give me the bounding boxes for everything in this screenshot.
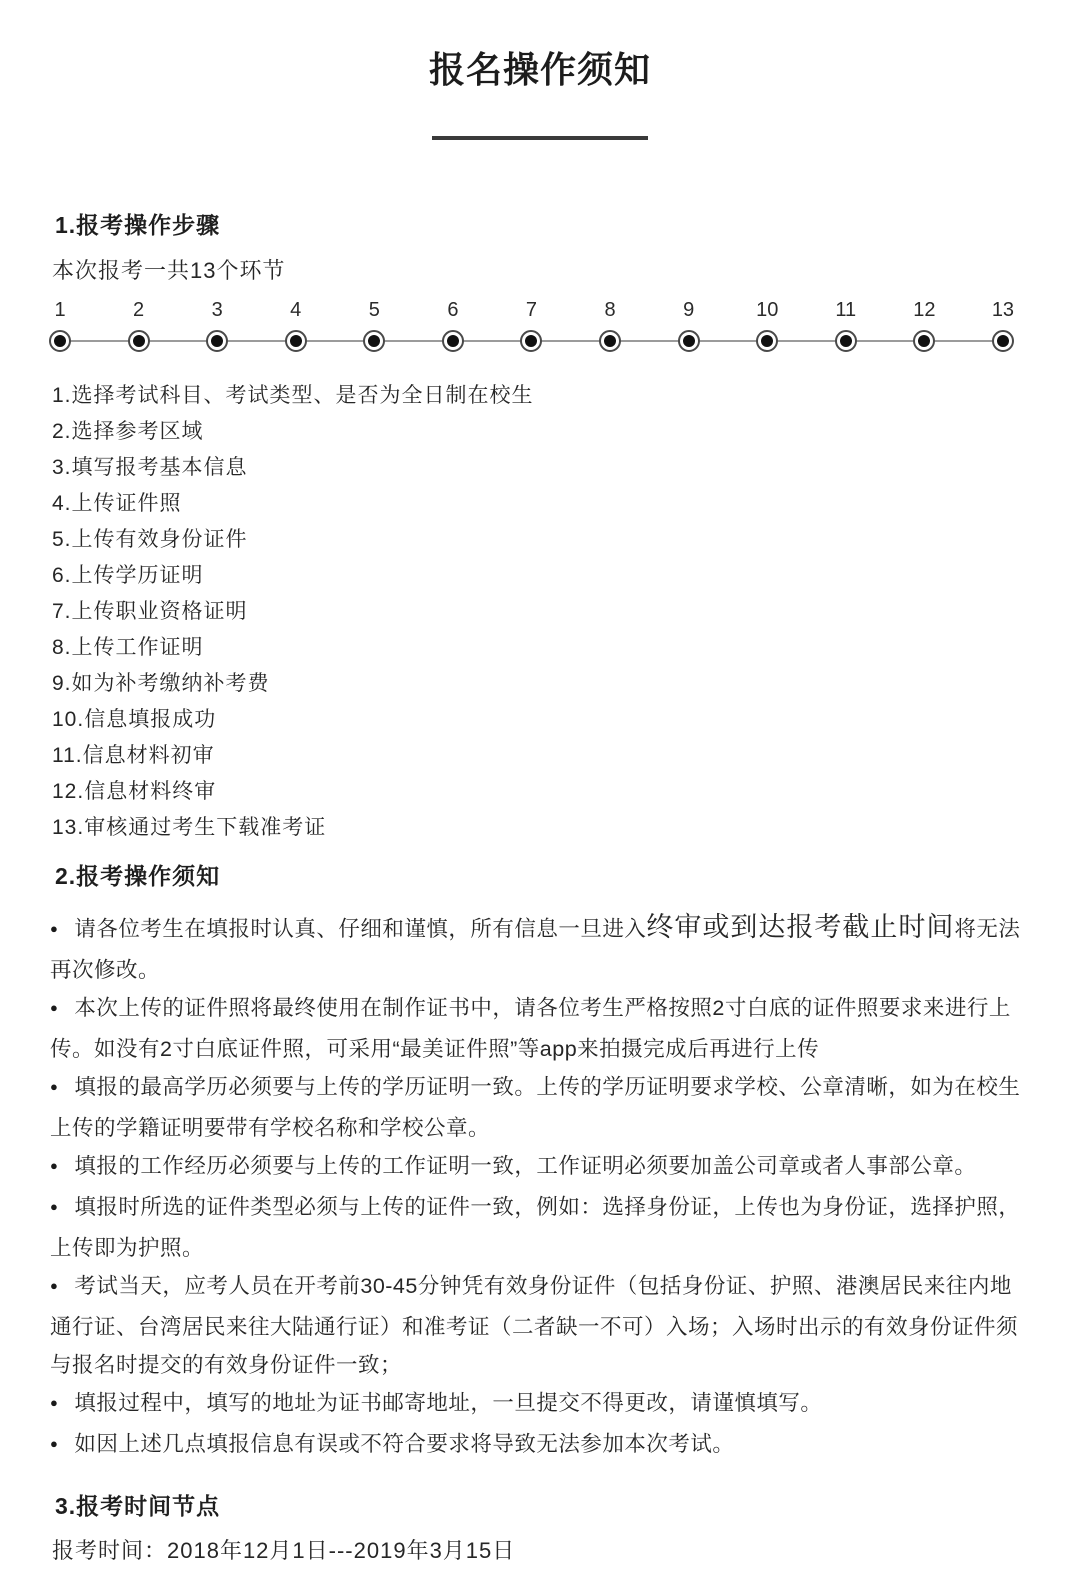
step-dot-icon xyxy=(992,330,1014,352)
notice-bullet xyxy=(50,1147,1030,1188)
stepper-step-13 xyxy=(988,298,1018,352)
section1-heading: 1.报考操作步骤 xyxy=(55,212,221,238)
notice-bullet xyxy=(50,1068,1030,1147)
notice-bullet xyxy=(50,1267,1030,1384)
steps-list xyxy=(52,378,1030,846)
step-dot-icon xyxy=(442,330,464,352)
notice-text: 将无法再次修改。 xyxy=(50,917,1021,982)
notice-text: 考试当天，应考人员在开考前30-45分钟凭有效身份证件（包括身份证、护照、港澳居民来往内地通行证、台湾居民来往大陆通行证）和准考证（二者缺一不可）入场；入场时出示的有效身份证件须与报名时提交的有效身份证件一致； xyxy=(50,1274,1019,1377)
stepper-step-10 xyxy=(752,298,782,352)
section1-intro: 本次报考一共13个环节 xyxy=(52,258,286,283)
step-dot-icon xyxy=(285,330,307,352)
section2-heading: 2.报考操作须知 xyxy=(55,863,221,889)
notice-bullet xyxy=(50,1188,1030,1267)
stepper-step-6 xyxy=(438,298,468,352)
list-item: 6.上传学历证明 xyxy=(52,564,204,587)
notice-text: 如因上述几点填报信息有误或不符合要求将导致无法参加本次考试。 xyxy=(74,1432,735,1456)
step-number: 2 xyxy=(133,299,145,321)
step-number: 9 xyxy=(683,299,695,321)
list-item: 9.如为补考缴纳补考费 xyxy=(52,672,270,695)
notices-list xyxy=(50,908,1030,1466)
list-item: 3.填写报考基本信息 xyxy=(52,456,248,479)
step-number: 11 xyxy=(835,299,857,321)
stepper-step-9 xyxy=(674,298,704,352)
step-dot-icon xyxy=(363,330,385,352)
list-item: 13.审核通过考生下载准考证 xyxy=(52,816,327,839)
step-dot-icon xyxy=(678,330,700,352)
notice-text: 填报的工作经历必须要与上传的工作证明一致，工作证明必须要加盖公司章或者人事部公章。 xyxy=(74,1154,977,1178)
step-number: 8 xyxy=(604,299,616,321)
step-number: 12 xyxy=(913,299,936,321)
list-item: 12.信息材料终审 xyxy=(52,780,217,803)
step-number: 5 xyxy=(368,299,380,321)
step-dot-icon xyxy=(913,330,935,352)
step-number: 6 xyxy=(447,299,459,321)
list-item: 5.上传有效身份证件 xyxy=(52,528,248,551)
notice-bullet xyxy=(50,1384,1030,1425)
notice-bullet xyxy=(50,908,1030,989)
stepper-step-2 xyxy=(124,298,154,352)
stepper-step-12 xyxy=(909,298,939,352)
list-item: 1.选择考试科目、考试类型、是否为全日制在校生 xyxy=(52,384,534,407)
step-number: 4 xyxy=(290,299,302,321)
stepper-step-3 xyxy=(202,298,232,352)
step-dot-icon xyxy=(128,330,150,352)
step-dot-icon xyxy=(599,330,621,352)
step-dot-icon xyxy=(835,330,857,352)
step-number: 7 xyxy=(525,299,538,321)
notice-bullet xyxy=(50,1425,1030,1466)
step-number: 13 xyxy=(991,299,1015,321)
notice-text: 填报的最高学历必须要与上传的学历证明一致。上传的学历证明要求学校、公章清晰，如为在校生上传的学籍证明要带有学校名称和学校公章。 xyxy=(50,1075,1021,1140)
stepper-step-11 xyxy=(831,298,861,352)
step-dot-icon xyxy=(49,330,71,352)
notice-emphasis: 终审或到达报考截止时间 xyxy=(646,912,955,942)
step-dot-icon xyxy=(206,330,228,352)
notice-text: 本次上传的证件照将最终使用在制作证书中，请各位考生严格按照2寸白底的证件照要求来进行上传。如没有2寸白底证件照，可采用“最美证件照”等app来拍摄完成后再进行上传 xyxy=(50,996,1011,1061)
notice-text: 填报时所选的证件类型必须与上传的证件一致，例如：选择身份证，上传也为身份证，选择护照，上传即为护照。 xyxy=(50,1195,1021,1260)
list-item: 10.信息填报成功 xyxy=(52,708,217,731)
step-dot-icon xyxy=(756,330,778,352)
page-title: 报名操作须知 xyxy=(428,49,651,90)
stepper-step-1 xyxy=(45,298,75,352)
title-divider xyxy=(432,136,648,140)
notice-bullet xyxy=(50,989,1030,1068)
registration-time: 报考时间：2018年12月1日---2019年3月15日 xyxy=(52,1538,516,1563)
list-item: 11.信息材料初审 xyxy=(52,744,215,767)
progress-stepper xyxy=(45,298,1018,352)
list-item: 2.选择参考区域 xyxy=(52,420,204,443)
stepper-step-7 xyxy=(516,298,546,352)
notice-text: 填报过程中，填写的地址为证书邮寄地址，一旦提交不得更改，请谨慎填写。 xyxy=(74,1391,823,1415)
list-item: 8.上传工作证明 xyxy=(52,636,204,659)
step-number: 10 xyxy=(756,299,779,321)
list-item: 4.上传证件照 xyxy=(52,492,182,515)
step-number: 3 xyxy=(211,299,223,321)
stepper-step-5 xyxy=(359,298,389,352)
section3-heading: 3.报考时间节点 xyxy=(55,1493,221,1519)
step-number: 1 xyxy=(54,299,66,321)
stepper-step-4 xyxy=(281,298,311,352)
stepper-step-8 xyxy=(595,298,625,352)
notice-text: 请各位考生在填报时认真、仔细和谨慎，所有信息一旦进入 xyxy=(74,917,647,941)
list-item: 7.上传职业资格证明 xyxy=(52,600,248,623)
step-dot-icon xyxy=(520,330,542,352)
